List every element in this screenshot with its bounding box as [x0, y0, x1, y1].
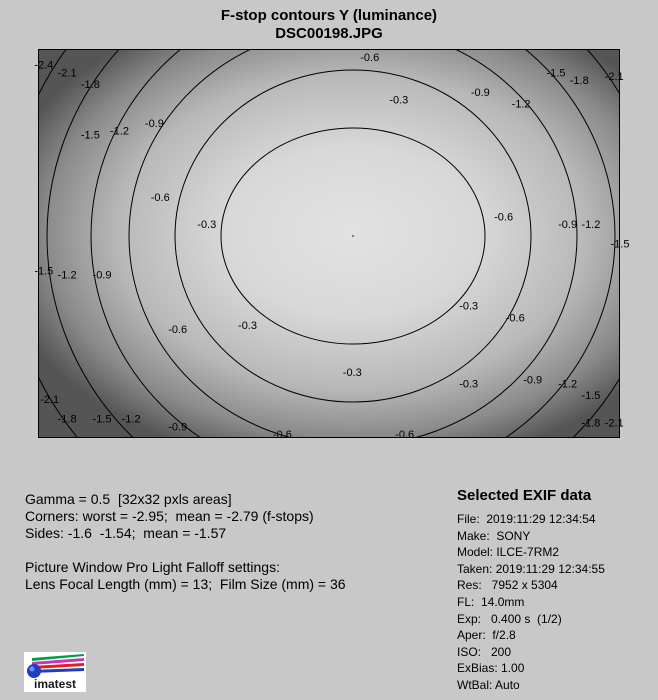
- gamma-text: Gamma = 0.5 [32x32 pxls areas]: [25, 491, 232, 507]
- exif-line: ISO: 200: [457, 644, 512, 659]
- exif-line: Aper: f/2.8: [457, 628, 516, 643]
- contour-label: -0.9: [144, 117, 164, 130]
- center-mark: [352, 235, 354, 237]
- exif-line: WtBal: Auto: [457, 677, 520, 692]
- contour-label: -1.2: [57, 269, 77, 282]
- contour-label: -0.9: [168, 421, 188, 434]
- pwp-values: Lens Focal Length (mm) = 13; Film Size (mm) = 36: [25, 576, 346, 592]
- sides-text: Sides: -1.6 -1.54; mean = -1.57: [25, 525, 227, 541]
- contour-label: -1.2: [511, 98, 531, 111]
- contour-label: -2.1: [604, 71, 624, 84]
- exif-line: Taken: 2019:11:29 12:34:55: [457, 561, 605, 576]
- contour-label: -0.6: [150, 191, 170, 204]
- contour-label: -1.2: [558, 378, 578, 391]
- exif-list: [457, 511, 605, 694]
- exif-title: Selected EXIF data: [457, 487, 592, 504]
- contour-label: -1.8: [57, 413, 77, 426]
- contour-label: -0.6: [505, 312, 525, 325]
- contour-label: -2.1: [604, 417, 624, 430]
- contour-label: -0.6: [168, 324, 188, 337]
- contour-label: -0.3: [197, 219, 217, 232]
- contour-label: -0.3: [459, 378, 479, 391]
- contour-label: -0.3: [342, 366, 362, 379]
- pwp-heading: Picture Window Pro Light Falloff settings:: [25, 559, 280, 575]
- contour-label: -2.1: [40, 394, 60, 407]
- contour-label: -1.5: [34, 265, 54, 278]
- contour-label: -0.3: [389, 94, 409, 107]
- contour-label: -1.8: [80, 79, 100, 92]
- corners-text: Corners: worst = -2.95; mean = -2.79 (f-stops): [25, 508, 314, 524]
- contour-label: -0.6: [494, 211, 514, 224]
- contour-label: -2.1: [57, 67, 77, 80]
- contour-label: -1.5: [80, 129, 100, 142]
- contour-label: -1.2: [109, 125, 129, 138]
- exif-line: Res: 7952 x 5304: [457, 578, 558, 593]
- contour-label: -1.2: [121, 413, 141, 426]
- contour-label: -0.9: [523, 374, 543, 387]
- exif-line: Model: ILCE-7RM2: [457, 545, 560, 560]
- contour-label: -1.5: [546, 67, 566, 80]
- exif-line: File: 2019:11:29 12:34:54: [457, 512, 596, 526]
- contour-label: -1.5: [581, 390, 601, 403]
- svg-text:imatest: imatest: [33, 677, 77, 691]
- contour-label: -0.6: [360, 51, 380, 64]
- contour-label: -0.3: [459, 300, 479, 313]
- contour-label: -1.8: [581, 417, 601, 430]
- contour-label: -0.9: [558, 219, 578, 232]
- contour-label: -2.4: [34, 59, 54, 72]
- chart-subtitle: DSC00198.JPG: [275, 25, 383, 42]
- exif-line: ExBias: 1.00: [457, 661, 525, 676]
- contour-label: -0.9: [92, 269, 112, 282]
- contour-label: -1.8: [569, 75, 589, 88]
- contour-label: -0.6: [395, 429, 415, 442]
- exif-line: Make: SONY: [457, 528, 531, 543]
- contour-label: -1.2: [581, 219, 601, 232]
- contour-label: -0.9: [470, 86, 490, 99]
- contour-label: -0.6: [272, 429, 292, 442]
- exif-line: FL: 14.0mm: [457, 594, 525, 609]
- contour-label: -1.5: [610, 238, 630, 251]
- exif-line: Exp: 0.400 s (1/2): [457, 611, 562, 626]
- chart-title: F-stop contours Y (luminance): [220, 7, 438, 24]
- imatest-logo: [24, 652, 86, 692]
- contour-label: -1.5: [92, 413, 112, 426]
- stats-panel: [25, 491, 346, 593]
- contour-plot: [34, 49, 630, 442]
- contour-label: -0.3: [238, 320, 258, 333]
